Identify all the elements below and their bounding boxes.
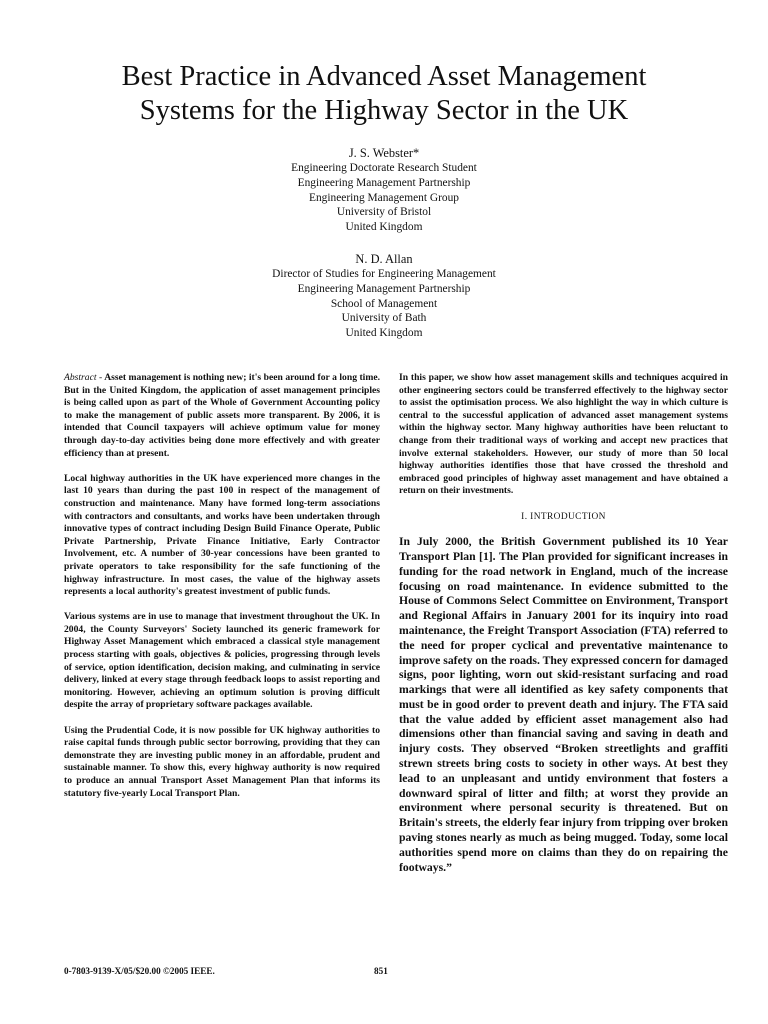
title-line-1: Best Practice in Advanced Asset Management <box>121 61 647 92</box>
affiliation-line: University of Bath <box>341 312 427 325</box>
affiliation-line: School of Management <box>330 297 438 310</box>
copyright-footer: 0-7803-9139-X/05/$20.00 ©2005 IEEE. <box>64 966 215 976</box>
abstract-label: Abstract - <box>64 372 103 383</box>
author-block-2 <box>140 251 628 341</box>
affiliation-line: Engineering Management Group <box>309 191 459 204</box>
left-column <box>64 372 380 813</box>
page-number: 851 <box>374 966 388 976</box>
body-paragraph: Various systems are in use to manage that investment throughout the UK. In 2004, the County Surveyors' Society launched its generic framework for Highway Asset Management which embraced a classical style management process starting with goals, objectives & policies, progressing through levels of service, option identification, decision making, and culminating in service delivery, linked at every stage through feedback loops to assist reporting and monitoring. However, achieving an optimum solution is proving difficult despite the array of proprietary software packages available. <box>64 611 380 711</box>
affiliation-line: University of Bristol <box>336 206 432 219</box>
introduction-text: In July 2000, the British Government published its 10 Year Transport Plan [1]. The Plan provided for significant increases in funding for the road network in England, much of the increase focusing on road maintenance. In evidence submitted to the House of Commons Select Committee on Environment, Transport and Regional Affairs in January 2001 for its inquiry into road maintenance, the Freight Transport Association (FTA) referred to the need for proper cyclical and preventative maintenance to improve safety on the roads. They expressed concern for damaged signs, poor lighting, worn out skid-resistant surfacing and road markings that were all identified as key safety components that must be in good order to prevent death and injury. The FTA said that the value added by efficient asset management also had dimensions other than financial saving and saving in death and injury costs. They observed “Broken streetlights and graffiti strewn streets bring costs to society in other ways. At best they lead to an unpleasant and untidy environment that fosters a downward spiral of litter and filth; at worst they provide an environment where personal security is threatened. But on Britain's streets, the elderly fear injury from tripping over broken paving stones nearly as much as being mugged. Today, some local authorities spend more on claims than they do on repairing the footways.” <box>399 535 728 874</box>
affiliation-line: Engineering Doctorate Research Student <box>291 162 477 174</box>
abstract-paragraph <box>64 372 380 460</box>
body-paragraph: In this paper, we show how asset management skills and techniques acquired in other engineering sectors could be transferred effectively to the highway sector to assist the optimisation process. We also highlight the way in which culture is central to the successful application of advanced asset management systems within the highway sector. Many highway authorities have been reluctant to change from their traditional ways of working and accept new practices that involve external stakeholders. However, our study of more than 50 local highway authorities identifies those that have crossed the threshold and embraced good principles of highway asset management and have obtained a return on their investments. <box>399 372 728 497</box>
section-heading: I. INTRODUCTION <box>521 511 606 522</box>
title-line-2: Systems for the Highway Sector in the UK <box>139 95 629 126</box>
affiliation-line: United Kingdom <box>345 327 423 340</box>
affiliation-line: Engineering Management Partnership <box>297 176 471 189</box>
body-paragraph: Using the Prudential Code, it is now possible for UK highway authorities to raise capital funds through public sector borrowing, providing that they can demonstrate they are investing public money in an affordable, prudent and sustainable manner. To show this, every highway authority is now required to produce an annual Transport Asset Management Plan that informs its statutory five-yearly Local Transport Plan. <box>64 724 380 799</box>
body-paragraph: Local highway authorities in the UK have experienced more changes in the last 10 years than during the past 100 in respect of the management of construction and maintenance. Many have formed long-term associations with contractors and consultants, and works have been undertaken through innovative types of contract including Design Build Finance Operate, Public Private Partnership, Private Finance Initiative, Early Contractor Involvement, etc. A number of 30-year concessions have been granted to private operators to take responsibility for the safe functioning of the highway infrastructure. In most cases, the value of the highway assets represents a local authority's greatest investment of public funds. <box>64 472 380 598</box>
paper-title <box>60 60 708 128</box>
affiliation-line: Engineering Management Partnership <box>297 282 471 295</box>
right-column <box>399 372 728 888</box>
affiliation-line: United Kingdom <box>345 221 423 234</box>
author-name: J. S. Webster* <box>348 146 420 160</box>
affiliation-line: Director of Studies for Engineering Management <box>272 268 496 280</box>
author-block-1 <box>140 145 628 235</box>
abstract-text: Asset management is nothing new; it's been around for a long time. But in the United Kingdom, the application of asset management principles is being called upon as part of the Whole of Government Accounting policy to make the management of public assets more transparent. By 2006, it is intended that Council taxpayers will achieve optimum value for money through day-to-day activities being done more effectively and with greater efficiency than at present. <box>64 372 380 459</box>
author-name: N. D. Allan <box>355 252 413 266</box>
